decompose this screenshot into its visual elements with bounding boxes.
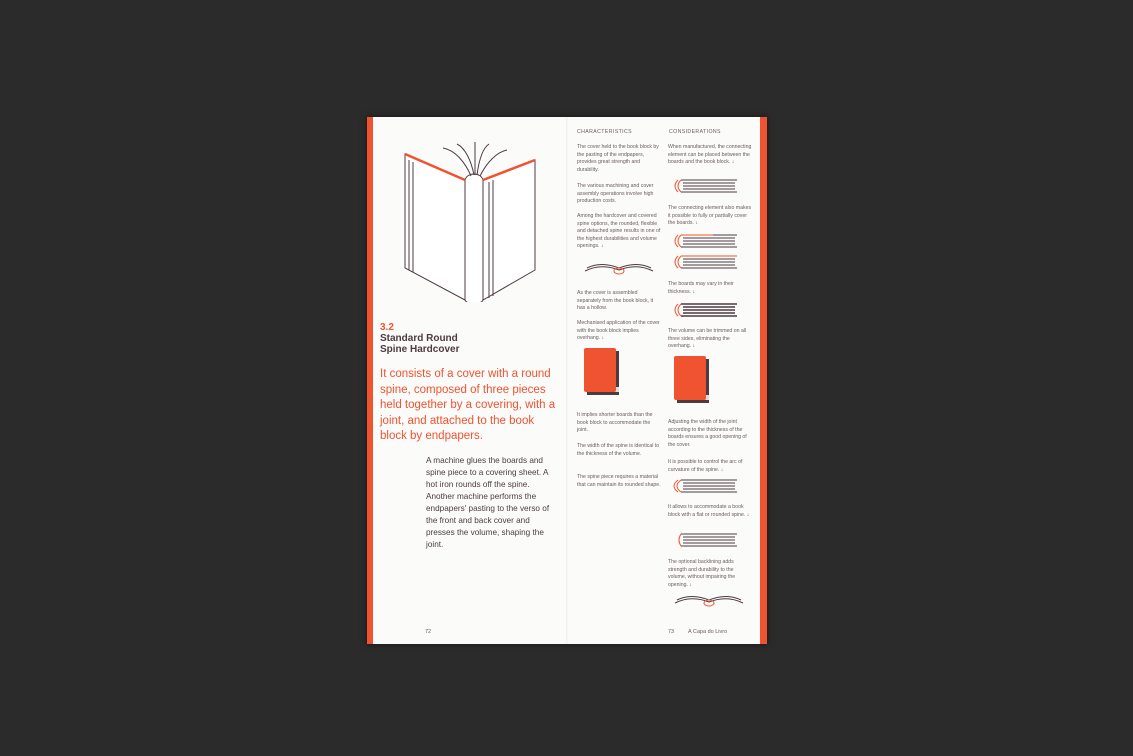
left-page-edge (367, 117, 373, 644)
closed-book-icon (583, 347, 623, 399)
consideration-item: The volume can be trimmed on all three sides, eliminating the overhang. ↓ (668, 328, 747, 350)
lead-paragraph: It consists of a cover with a round spine, composed of three pieces held together by a covering, with a joint, and attached to the book block by endpapers. (380, 368, 556, 442)
closed-book-icon (673, 355, 713, 407)
right-page-edge (760, 117, 767, 644)
book-spread (367, 117, 767, 644)
spine-section-icon (673, 479, 739, 493)
characteristic-item: Mechanised application of the cover with the book block implies overhang. ↓ (577, 320, 660, 342)
consideration-item: When manufactured, the connecting element can be placed between the boards and the book block. ↓ (668, 144, 752, 166)
consideration-item: Adjusting the width of the joint according to the thickness of the boards ensures a good opening of the cover. (668, 419, 747, 448)
consideration-item: It is possible to control the arc of curvature of the spine. ↓ (668, 459, 743, 473)
consideration-item: The boards may vary in their thickness. ↓ (668, 281, 734, 295)
characteristic-item: Among the hardcover and covered spine options, the rounded, flexible and detached spine results in one of the highest durabilities and volume openings. ↓ (577, 213, 661, 250)
characteristic-item: The cover held to the book block by the pasting of the endpapers, provides great strength and durability. (577, 144, 659, 173)
consideration-item: The connecting element also makes it possible to fully or partially cover the boards. ↓ (668, 205, 752, 227)
considerations-heading: CONSIDERATIONS (669, 129, 721, 135)
spine-section-icon (673, 255, 739, 269)
folio-left: 72 (425, 629, 432, 635)
consideration-item: The optional backlining adds strength and durability to the volume, without impairing the opening. ↓ (668, 559, 736, 588)
spine-section-icon (673, 303, 739, 317)
folio-right: 73 (668, 629, 675, 635)
characteristic-item: As the cover is assembled separately from the book block, it has a hollow. (577, 290, 654, 312)
section-title (380, 322, 459, 355)
open-book-icon (673, 593, 745, 607)
spine-section-icon (673, 533, 739, 547)
gutter (566, 117, 568, 644)
running-title: A Capa do Livro (688, 629, 728, 635)
body-paragraph: A machine glues the boards and spine piece to a covering sheet. A hot iron rounds off the spine. Another machine performs the endpapers' pasting to the verso of the front and back cover and presses the volume, shaping the joint. (426, 456, 550, 549)
characteristic-item: It implies shorter boards than the book block to accommodate the joint. (577, 412, 653, 434)
spine-section-icon (673, 234, 739, 248)
open-book-icon (583, 261, 655, 275)
open-book-illustration (395, 142, 545, 302)
characteristic-item: The spine piece requires a material that can maintain its rounded shape. (577, 474, 661, 488)
consideration-item: It allows to accommodate a book block with a flat or rounded spine. ↓ (668, 504, 750, 518)
characteristic-item: The width of the spine is identical to the thickness of the volume. (577, 443, 660, 457)
title-line-1: Standard Round (380, 333, 458, 344)
section-number: 3.2 (380, 322, 394, 333)
characteristic-item: The various machining and cover assembly operations involve high production costs. (577, 183, 654, 205)
title-line-2: Spine Hardcover (380, 344, 460, 355)
characteristics-heading: CHARACTERISTICS (577, 129, 632, 135)
spine-section-icon (673, 179, 739, 193)
